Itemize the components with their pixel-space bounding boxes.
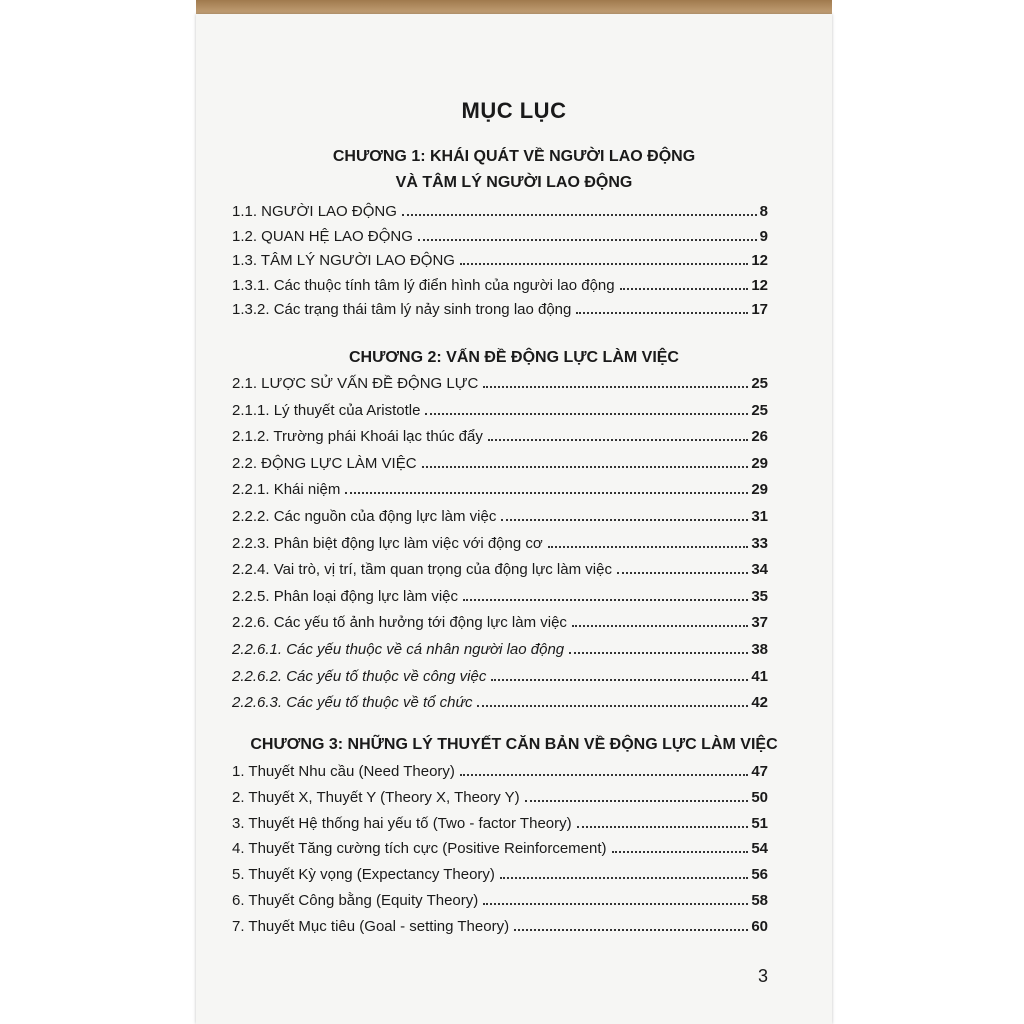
toc-entry: [232, 272, 768, 294]
dot-leader: [488, 439, 748, 441]
toc-entry-label: 1.2. QUAN HỆ LAO ĐỘNG: [232, 227, 413, 245]
dot-leader: [483, 386, 748, 388]
toc-entry: [232, 450, 768, 472]
toc-entry: [232, 476, 768, 498]
toc-entry: [232, 861, 768, 883]
toc-entry-page: 38: [751, 641, 768, 658]
toc-entry-label: 1.3.2. Các trạng thái tâm lý nảy sinh trong lao động: [232, 301, 572, 318]
toc-entry-page: 58: [751, 892, 768, 909]
dot-leader: [425, 413, 748, 415]
toc-entry-page: 41: [751, 667, 768, 685]
page-title: MỤC LỤC: [461, 98, 567, 123]
toc-entry-label: 2.2.6.1. Các yếu thuộc về cá nhân người lao động: [232, 641, 565, 658]
toc-entry-label: 2.2.6. Các yếu tố ảnh hưởng tới động lực làm việc: [232, 614, 567, 632]
toc-entry-label: 1.1. NGƯỜI LAO ĐỘNG: [232, 203, 397, 220]
toc-entry: [232, 370, 768, 392]
toc-entry-page: 54: [751, 840, 768, 858]
page-number: 3: [758, 966, 769, 986]
toc-entry-page: 56: [751, 866, 768, 884]
toc-entry-page: 25: [751, 375, 768, 392]
toc-entry: [232, 758, 768, 780]
toc-entry: [232, 247, 768, 269]
toc-entry: [232, 636, 768, 658]
toc-entry-label: 2.2.4. Vai trò, vị trí, tầm quan trọng của động lực làm việc: [232, 561, 612, 579]
toc-entry-label: 2.2.1. Khái niệm: [232, 481, 341, 499]
chapter-2-heading: CHƯƠNG 2: VẤN ĐỀ ĐỘNG LỰC LÀM VIỆC: [349, 349, 679, 366]
book-page: [196, 14, 832, 1024]
toc-entry-page: 50: [751, 788, 768, 806]
toc-entry: [232, 296, 768, 318]
dot-leader: [576, 312, 748, 314]
dot-leader: [548, 546, 749, 548]
toc-entry: [232, 887, 768, 909]
dot-leader: [422, 466, 749, 468]
dot-leader: [572, 625, 748, 627]
dot-leader: [491, 679, 748, 681]
toc-entry: [232, 663, 768, 685]
toc-entry-page: 34: [751, 561, 768, 579]
toc-entry-label: 2.2.2. Các nguồn của động lực làm việc: [232, 508, 497, 525]
toc-entry-label: 2.2.5. Phân loại động lực làm việc: [232, 587, 459, 605]
chapter-3-heading: CHƯƠNG 3: NHỮNG LÝ THUYẾT CĂN BẢN VỀ ĐỘNG LỰC LÀM VIỆC: [250, 736, 778, 753]
dot-leader: [525, 800, 749, 802]
toc-entry-page: 12: [751, 252, 768, 269]
toc-entry-page: 60: [751, 917, 768, 935]
toc-entry: [232, 397, 768, 419]
toc-entry: [232, 556, 768, 578]
dot-leader: [460, 774, 748, 776]
toc-entry-page: 37: [751, 614, 768, 632]
toc-entry: [232, 913, 768, 935]
dot-leader: [483, 903, 748, 905]
toc-entry-page: 9: [759, 227, 768, 245]
toc-entry-page: 8: [759, 203, 768, 220]
toc-entry-label: 2. Thuyết X, Thuyết Y (Theory X, Theory Y): [232, 788, 520, 806]
dot-leader: [460, 263, 748, 265]
toc-entry: [232, 784, 768, 806]
chapter-1-heading-line-1: CHƯƠNG 1: KHÁI QUÁT VỀ NGƯỜI LAO ĐỘNG: [332, 148, 696, 165]
dot-leader: [514, 929, 748, 931]
toc-entry-label: 2.2. ĐỘNG LỰC LÀM VIỆC: [232, 454, 417, 472]
toc-entry-label: 1. Thuyết Nhu cầu (Need Theory): [232, 763, 455, 780]
toc-entry-page: 31: [751, 508, 768, 525]
toc-entry-page: 42: [751, 694, 768, 712]
dot-leader: [477, 705, 748, 707]
toc-entry-page: 12: [751, 276, 768, 294]
toc-entry-label: 2.2.6.2. Các yếu tố thuộc về công việc: [232, 667, 487, 685]
toc-entry-page: 25: [751, 401, 768, 419]
dot-leader: [345, 492, 748, 494]
toc-entry: [232, 423, 768, 445]
toc-entry: [232, 609, 768, 631]
toc-entry: [232, 198, 768, 220]
toc-entry: [232, 223, 768, 245]
toc-entry-label: 4. Thuyết Tăng cường tích cực (Positive Reinforcement): [232, 840, 607, 858]
dot-leader: [612, 851, 749, 853]
dot-leader: [463, 599, 748, 601]
toc-entry-label: 1.3.1. Các thuộc tính tâm lý điển hình của người lao động: [232, 276, 615, 294]
toc-entry-label: 2.1.1. Lý thuyết của Aristotle: [232, 401, 421, 419]
toc-entry-page: 29: [751, 454, 768, 472]
dot-leader: [569, 652, 748, 654]
toc-entry-page: 35: [751, 587, 768, 605]
toc-entry-label: 2.2.6.3. Các yếu tố thuộc về tổ chức: [232, 694, 473, 712]
toc-entry-label: 2.2.3. Phân biệt động lực làm việc với động cơ: [232, 534, 543, 552]
toc-entry-page: 33: [751, 534, 768, 552]
dot-leader: [577, 826, 749, 828]
toc-entry-label: 5. Thuyết Kỳ vọng (Expectancy Theory): [232, 866, 495, 884]
dot-leader: [501, 519, 748, 521]
chapter-1-heading-line-2: VÀ TÂM LÝ NGƯỜI LAO ĐỘNG: [395, 174, 633, 191]
toc-entry-label: 6. Thuyết Công bằng (Equity Theory): [232, 892, 479, 909]
toc-entry-label: 3. Thuyết Hệ thống hai yếu tố (Two - factor Theory): [232, 814, 572, 832]
dot-leader: [402, 214, 757, 216]
toc-entry: [232, 689, 768, 711]
toc-entry-page: 51: [751, 814, 768, 832]
toc-entry-label: 2.1. LƯỢC SỬ VẤN ĐỀ ĐỘNG LỰC: [232, 375, 479, 392]
toc-entry-label: 7. Thuyết Mục tiêu (Goal - setting Theory): [232, 917, 510, 935]
toc-entry: [232, 530, 768, 552]
toc-entry: [232, 835, 768, 857]
toc-entry-page: 26: [751, 428, 768, 446]
dot-leader: [617, 572, 748, 574]
dot-leader: [418, 239, 757, 241]
toc-entry: [232, 810, 768, 832]
toc-entry-page: 47: [751, 763, 768, 780]
dot-leader: [500, 877, 748, 879]
toc-entry-label: 1.3. TÂM LÝ NGƯỜI LAO ĐỘNG: [232, 252, 455, 269]
toc-entry-page: 29: [751, 481, 768, 499]
toc-entry: [232, 583, 768, 605]
toc-entry-label: 2.1.2. Trường phái Khoái lạc thúc đẩy: [232, 428, 483, 446]
toc-entry-page: 17: [751, 301, 768, 318]
dot-leader: [620, 288, 749, 290]
toc-entry: [232, 503, 768, 525]
